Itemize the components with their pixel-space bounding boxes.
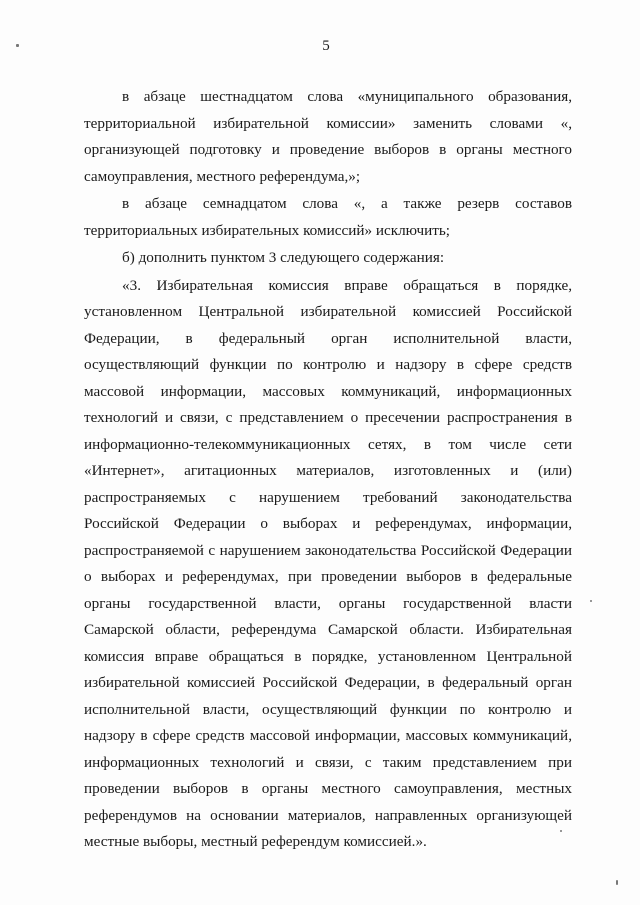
body-text [84,84,572,856]
paragraph-3: б) дополнить пунктом 3 следующего содержания: [122,249,445,266]
paragraph-1: в абзаце шестнадцатом слова «муниципального образования, территориальной избирательной комиссии» заменить словами «, организующей подготовку и проведение выборов в органы местного самоуправления, местного референдума,»; [84,88,572,185]
page-number: 5 [322,38,330,54]
scan-speck [16,44,19,47]
paragraph-4: «3. Избирательная комиссия вправе обращаться в порядке, установленном Центральной избирательной комиссией Российской Федерации, в федеральный орган исполнительной власти, осуществляющий функции по контролю и надзору в сфере средств массовой информации, массовых коммуникаций, информационных технологий и связи, с представлением о пресечении распространения в информационно-телекоммуникационных сетях, в том числе сети «Интернет», агитационных материалов, изготовленных и (или) распространяемых с нарушением требований законодательства Российской Федерации о выборах и референдумах, информации, распространяемой с нарушением законодательства Российской Федерации о выборах и референдумах, при проведении выборов в федеральные органы государственной власти, органы государственной власти Самарской области, референдума Самарской области. Избирательная комиссия вправе обращаться в порядке, установленном Центральной избирательной комиссией Российской Федерации, в федеральный орган исполнительной власти, осуществляющий функции по контролю и надзору в сфере средств массовой информации, массовых коммуникаций, информационных технологий и связи, с таким представлением при проведении выборов в органы местного самоуправления, местных референдумов на основании материалов, направленных организующей местные выборы, местный референдум комиссией.». [84,276,572,850]
scan-speck [560,830,562,832]
scan-speck [590,600,592,602]
paragraph-2: в абзаце семнадцатом слова «, а также резерв составов территориальных избирательных комиссий» исключить; [84,195,572,239]
scan-speck [616,880,618,885]
